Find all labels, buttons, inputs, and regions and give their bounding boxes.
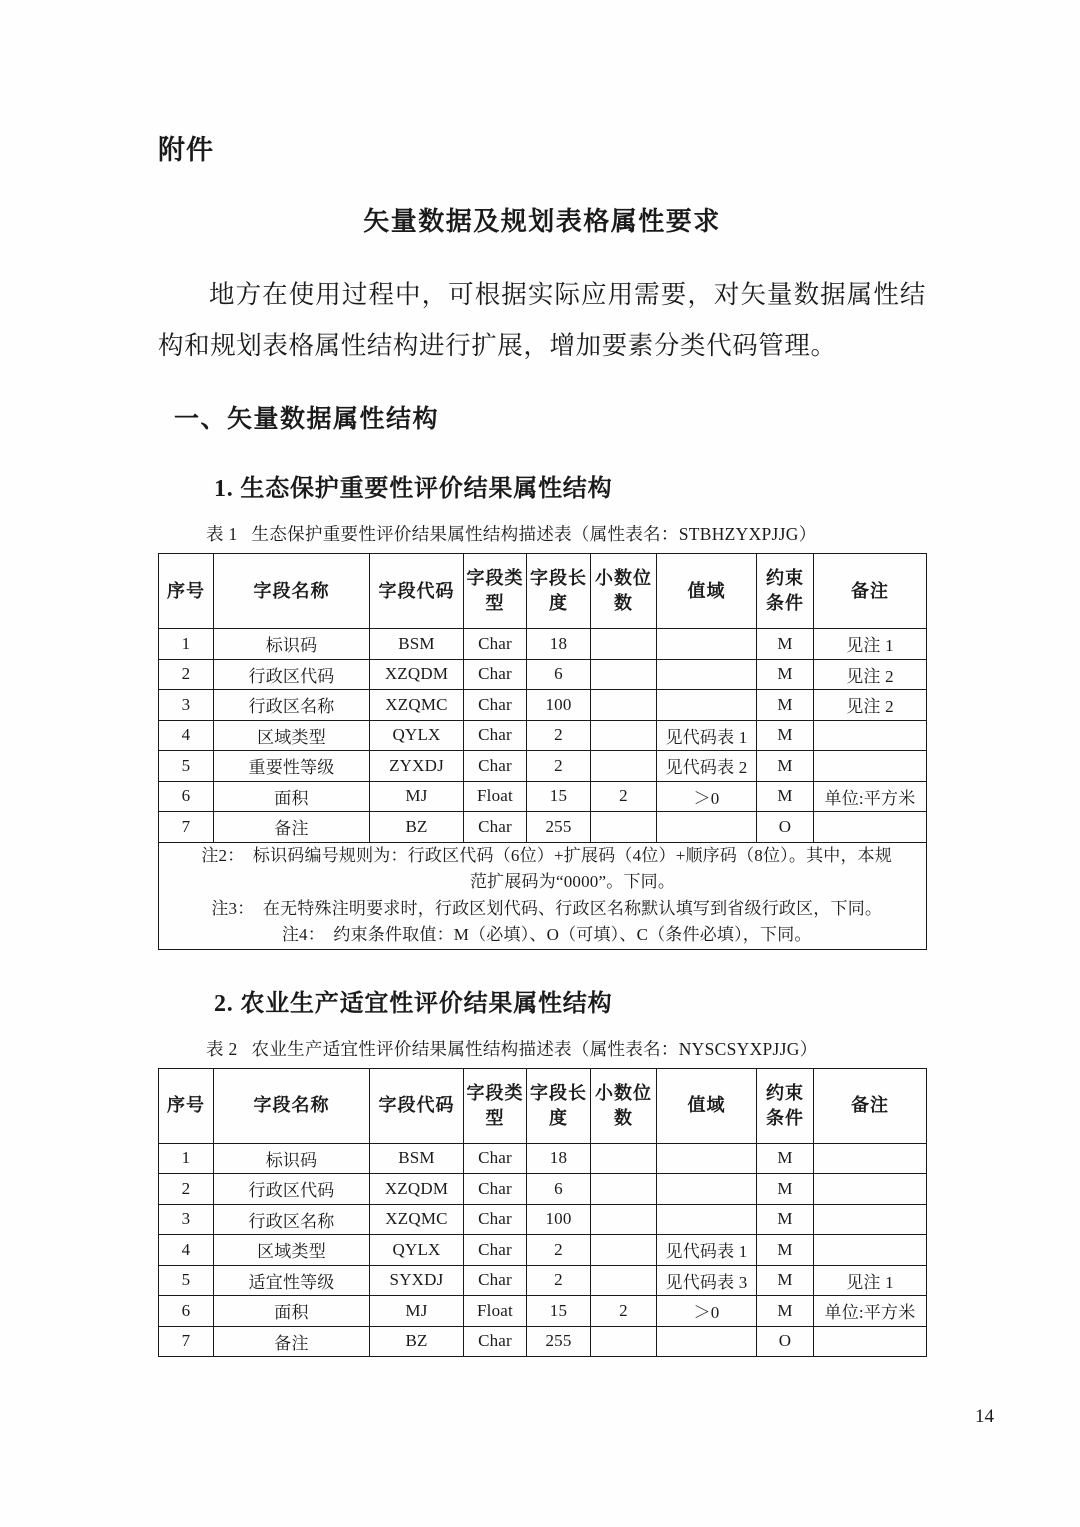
cell-decimal-places xyxy=(591,812,657,843)
cell-field-type: Char xyxy=(464,720,527,751)
cell-seq: 1 xyxy=(159,1143,214,1174)
cell-field-length: 100 xyxy=(527,690,591,721)
cell-field-type: Char xyxy=(464,1204,527,1235)
cell-constraint: M xyxy=(757,1204,814,1235)
cell-remark: 见注 1 xyxy=(814,629,927,660)
cell-field-name: 区域类型 xyxy=(214,720,370,751)
table-row xyxy=(159,812,927,843)
table-row xyxy=(159,690,927,721)
cell-seq: 5 xyxy=(159,751,214,782)
cell-field-name: 行政区代码 xyxy=(214,659,370,690)
cell-field-length: 2 xyxy=(527,1265,591,1296)
cell-constraint: M xyxy=(757,751,814,782)
cell-field-code: XZQDM xyxy=(370,659,464,690)
table-1-body xyxy=(159,629,927,950)
cell-decimal-places xyxy=(591,1143,657,1174)
cell-value-domain xyxy=(657,812,757,843)
table-1-caption xyxy=(158,503,926,553)
col-header-field-length: 字段长度 xyxy=(527,554,591,629)
cell-decimal-places xyxy=(591,659,657,690)
cell-decimal-places xyxy=(591,1235,657,1266)
cell-seq: 5 xyxy=(159,1265,214,1296)
attachment-label: 附件 xyxy=(158,135,214,165)
cell-value-domain: 见代码表 1 xyxy=(657,720,757,751)
cell-field-type: Char xyxy=(464,1265,527,1296)
cell-field-name: 重要性等级 xyxy=(214,751,370,782)
note-4 xyxy=(159,922,926,949)
cell-field-type: Char xyxy=(464,751,527,782)
cell-field-length: 6 xyxy=(527,659,591,690)
cell-value-domain xyxy=(657,659,757,690)
cell-seq: 4 xyxy=(159,1235,214,1266)
table-row xyxy=(159,1235,927,1266)
cell-field-length: 100 xyxy=(527,1204,591,1235)
cell-remark xyxy=(814,812,927,843)
note-4-line-1: 约束条件取值：M（必填）、O（可填）、C（条件必填），下同。 xyxy=(333,925,812,944)
cell-field-length: 2 xyxy=(527,1235,591,1266)
note-3 xyxy=(159,896,926,923)
cell-remark xyxy=(814,1204,927,1235)
cell-constraint: M xyxy=(757,1296,814,1327)
cell-value-domain: ＞0 xyxy=(657,1296,757,1327)
cell-decimal-places: 2 xyxy=(591,1296,657,1327)
col-header-seq: 序号 xyxy=(159,554,214,629)
cell-value-domain: 见代码表 2 xyxy=(657,751,757,782)
page-number: 14 xyxy=(975,1406,994,1427)
cell-field-length: 255 xyxy=(527,1326,591,1357)
col-header-value-domain: 值域 xyxy=(657,1068,757,1143)
cell-decimal-places xyxy=(591,1174,657,1205)
cell-field-name: 行政区代码 xyxy=(214,1174,370,1205)
cell-field-code: BSM xyxy=(370,1143,464,1174)
table-row xyxy=(159,659,927,690)
cell-field-code: MJ xyxy=(370,781,464,812)
cell-field-type: Char xyxy=(464,1143,527,1174)
col-header-remark: 备注 xyxy=(814,1068,927,1143)
cell-remark xyxy=(814,1326,927,1357)
cell-remark: 单位:平方米 xyxy=(814,1296,927,1327)
table-row xyxy=(159,1143,927,1174)
cell-value-domain: 见代码表 3 xyxy=(657,1265,757,1296)
cell-value-domain xyxy=(657,1326,757,1357)
cell-field-type: Char xyxy=(464,1326,527,1357)
col-header-field-name: 字段名称 xyxy=(214,1068,370,1143)
table-row xyxy=(159,1326,927,1357)
cell-field-length: 18 xyxy=(527,1143,591,1174)
note-2-tag: 注2： xyxy=(201,845,245,865)
cell-constraint: M xyxy=(757,1235,814,1266)
cell-field-name: 区域类型 xyxy=(214,1235,370,1266)
cell-seq: 2 xyxy=(159,1174,214,1205)
intro-paragraph: 地方在使用过程中，可根据实际应用需要，对矢量数据属性结构和规划表格属性结构进行扩展，增加要素分类代码管理。 xyxy=(158,280,926,360)
section-heading-1: 一、矢量数据属性结构 xyxy=(174,405,440,433)
col-header-field-code: 字段代码 xyxy=(370,554,464,629)
cell-remark: 见注 2 xyxy=(814,690,927,721)
cell-remark xyxy=(814,751,927,782)
note-2-line-1: 标识码编号规则为：行政区代码（6位）+扩展码（4位）+顺序码（8位）。其中，本规 xyxy=(252,845,893,865)
col-header-field-length: 字段长度 xyxy=(527,1068,591,1143)
table-header-row xyxy=(159,1068,927,1143)
cell-constraint: M xyxy=(757,629,814,660)
cell-decimal-places xyxy=(591,690,657,721)
table-row xyxy=(159,720,927,751)
table-row xyxy=(159,629,927,660)
col-header-constraint: 约束条件 xyxy=(757,554,814,629)
table-2-caption-prefix: 表 2 xyxy=(206,1038,238,1059)
cell-value-domain xyxy=(657,1174,757,1205)
cell-field-name: 行政区名称 xyxy=(214,1204,370,1235)
table-row xyxy=(159,751,927,782)
table-2-caption-text: 农业生产适宜性评价结果属性结构描述表（属性表名：NYSCSYXPJJG） xyxy=(251,1038,818,1059)
col-header-decimal-places: 小数位数 xyxy=(591,554,657,629)
cell-value-domain: ＞0 xyxy=(657,781,757,812)
sub-heading-1-2: 2. 农业生产适宜性评价结果属性结构 xyxy=(214,990,613,1017)
cell-field-code: XZQMC xyxy=(370,690,464,721)
col-header-value-domain: 值域 xyxy=(657,554,757,629)
cell-field-type: Char xyxy=(464,690,527,721)
sub-heading-1-1: 1. 生态保护重要性评价结果属性结构 xyxy=(214,476,613,502)
attribute-table-2 xyxy=(158,1068,927,1358)
cell-field-code: BZ xyxy=(370,1326,464,1357)
col-header-seq: 序号 xyxy=(159,1068,214,1143)
note-2 xyxy=(159,843,926,870)
table-row xyxy=(159,1296,927,1327)
cell-field-length: 15 xyxy=(527,781,591,812)
cell-constraint: M xyxy=(757,781,814,812)
cell-field-length: 2 xyxy=(527,720,591,751)
cell-constraint: M xyxy=(757,720,814,751)
cell-field-type: Float xyxy=(464,781,527,812)
cell-constraint: M xyxy=(757,659,814,690)
cell-decimal-places xyxy=(591,751,657,782)
cell-constraint: M xyxy=(757,690,814,721)
cell-remark xyxy=(814,720,927,751)
cell-field-name: 备注 xyxy=(214,1326,370,1357)
cell-field-name: 面积 xyxy=(214,781,370,812)
note-4-tag: 注4： xyxy=(281,925,325,944)
attribute-table-1 xyxy=(158,553,927,950)
table-1-caption-prefix: 表 1 xyxy=(206,524,238,544)
cell-field-code: QYLX xyxy=(370,720,464,751)
col-header-decimal-places: 小数位数 xyxy=(591,1068,657,1143)
cell-seq: 7 xyxy=(159,1326,214,1357)
cell-field-type: Char xyxy=(464,1174,527,1205)
cell-constraint: M xyxy=(757,1174,814,1205)
cell-field-length: 6 xyxy=(527,1174,591,1205)
cell-field-name: 标识码 xyxy=(214,629,370,660)
page-title: 矢量数据及规划表格属性要求 xyxy=(363,206,721,236)
cell-decimal-places xyxy=(591,1265,657,1296)
cell-constraint: O xyxy=(757,812,814,843)
cell-remark xyxy=(814,1174,927,1205)
col-header-field-type: 字段类型 xyxy=(464,1068,527,1143)
cell-value-domain xyxy=(657,1143,757,1174)
cell-field-code: BZ xyxy=(370,812,464,843)
table-row xyxy=(159,1265,927,1296)
cell-decimal-places: 2 xyxy=(591,781,657,812)
cell-field-name: 标识码 xyxy=(214,1143,370,1174)
cell-field-code: ZYXDJ xyxy=(370,751,464,782)
cell-seq: 1 xyxy=(159,629,214,660)
cell-field-type: Char xyxy=(464,812,527,843)
note-2-line-2: 范扩展码为“0000”。下同。 xyxy=(469,872,676,891)
cell-field-type: Char xyxy=(464,659,527,690)
cell-field-name: 行政区名称 xyxy=(214,690,370,721)
cell-field-name: 备注 xyxy=(214,812,370,843)
cell-seq: 4 xyxy=(159,720,214,751)
cell-field-code: XZQMC xyxy=(370,1204,464,1235)
cell-seq: 3 xyxy=(159,690,214,721)
table-1-caption-text: 生态保护重要性评价结果属性结构描述表（属性表名：STBHZYXPJJG） xyxy=(251,524,817,544)
cell-seq: 6 xyxy=(159,781,214,812)
table-header-row xyxy=(159,554,927,629)
cell-constraint: O xyxy=(757,1326,814,1357)
cell-field-length: 2 xyxy=(527,751,591,782)
col-header-remark: 备注 xyxy=(814,554,927,629)
cell-field-name: 适宜性等级 xyxy=(214,1265,370,1296)
table-2-header xyxy=(159,1068,927,1143)
cell-seq: 2 xyxy=(159,659,214,690)
table-row xyxy=(159,1204,927,1235)
table-2-body xyxy=(159,1143,927,1357)
cell-remark xyxy=(814,1143,927,1174)
table-1-header xyxy=(159,554,927,629)
cell-field-code: SYXDJ xyxy=(370,1265,464,1296)
cell-value-domain xyxy=(657,629,757,660)
cell-field-code: XZQDM xyxy=(370,1174,464,1205)
cell-seq: 3 xyxy=(159,1204,214,1235)
cell-decimal-places xyxy=(591,720,657,751)
cell-remark: 见注 1 xyxy=(814,1265,927,1296)
table-1-notes xyxy=(159,842,927,949)
note-3-line-1: 在无特殊注明要求时，行政区划代码、行政区名称默认填写到省级行政区，下同。 xyxy=(262,898,883,918)
cell-value-domain: 见代码表 1 xyxy=(657,1235,757,1266)
cell-value-domain xyxy=(657,690,757,721)
col-header-field-code: 字段代码 xyxy=(370,1068,464,1143)
cell-decimal-places xyxy=(591,1204,657,1235)
cell-field-type: Char xyxy=(464,629,527,660)
cell-remark xyxy=(814,1235,927,1266)
col-header-field-name: 字段名称 xyxy=(214,554,370,629)
note-2-continued xyxy=(159,869,926,896)
cell-field-code: BSM xyxy=(370,629,464,660)
cell-field-name: 面积 xyxy=(214,1296,370,1327)
cell-value-domain xyxy=(657,1204,757,1235)
cell-decimal-places xyxy=(591,629,657,660)
table-row xyxy=(159,1174,927,1205)
table-2-caption xyxy=(158,1018,926,1068)
cell-constraint: M xyxy=(757,1265,814,1296)
col-header-field-type: 字段类型 xyxy=(464,554,527,629)
page-content xyxy=(158,0,926,1357)
cell-constraint: M xyxy=(757,1143,814,1174)
cell-field-length: 255 xyxy=(527,812,591,843)
cell-field-length: 18 xyxy=(527,629,591,660)
table-notes-row xyxy=(159,842,927,949)
cell-field-type: Char xyxy=(464,1235,527,1266)
col-header-constraint: 约束条件 xyxy=(757,1068,814,1143)
cell-remark: 见注 2 xyxy=(814,659,927,690)
cell-remark: 单位:平方米 xyxy=(814,781,927,812)
cell-field-length: 15 xyxy=(527,1296,591,1327)
cell-seq: 6 xyxy=(159,1296,214,1327)
cell-decimal-places xyxy=(591,1326,657,1357)
cell-field-code: MJ xyxy=(370,1296,464,1327)
note-3-tag: 注3： xyxy=(211,898,255,918)
cell-field-type: Float xyxy=(464,1296,527,1327)
cell-seq: 7 xyxy=(159,812,214,843)
cell-field-code: QYLX xyxy=(370,1235,464,1266)
table-row xyxy=(159,781,927,812)
